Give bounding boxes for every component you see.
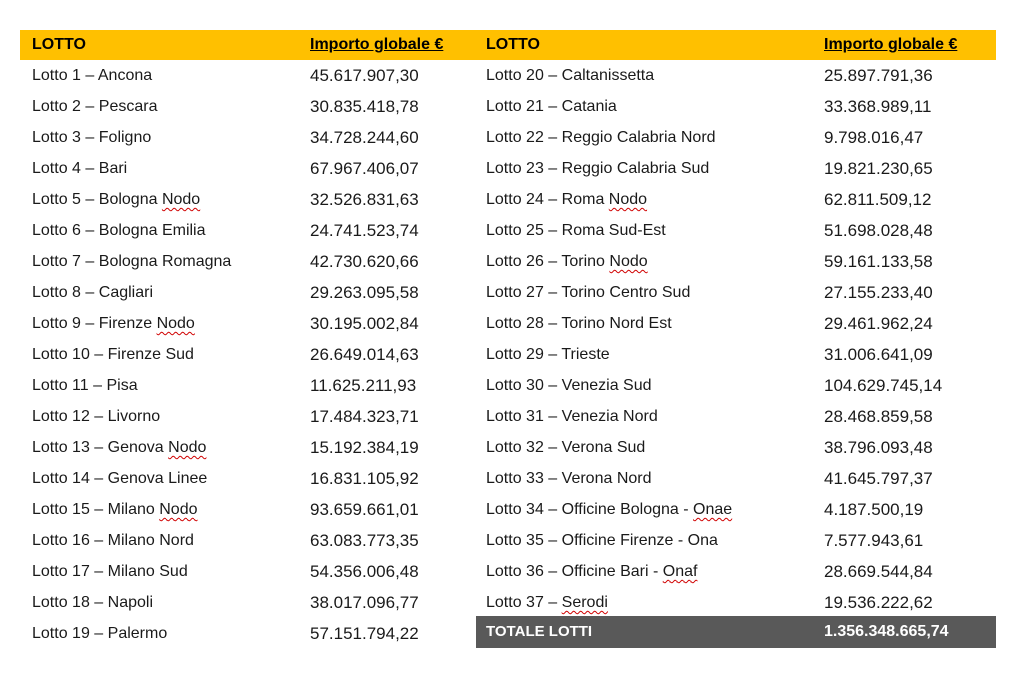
lotto-name: Lotto 24 – Roma Nodo xyxy=(486,191,648,208)
lotto-amount: 17.484.323,71 xyxy=(310,407,419,426)
lotto-name: Lotto 3 – Foligno xyxy=(32,129,152,146)
table-row xyxy=(474,463,974,494)
total-amount: 1.356.348.665,74 xyxy=(824,623,949,640)
lotto-amount: 4.187.500,19 xyxy=(824,500,924,519)
table-row xyxy=(474,215,974,246)
table-row xyxy=(20,618,520,649)
table-row xyxy=(474,556,974,587)
lotto-name: Lotto 19 – Palermo xyxy=(32,625,168,642)
table-row xyxy=(20,308,520,339)
lotto-name: Lotto 1 – Ancona xyxy=(32,67,153,84)
lotto-name: Lotto 28 – Torino Nord Est xyxy=(486,315,672,332)
lotto-name: Lotto 31 – Venezia Nord xyxy=(486,408,658,425)
lotto-amount: 57.151.794,22 xyxy=(310,624,419,643)
lotto-amount: 15.192.384,19 xyxy=(310,438,419,457)
table-row xyxy=(474,432,974,463)
lotto-amount: 67.967.406,07 xyxy=(310,159,419,178)
lotto-amount: 104.629.745,14 xyxy=(824,376,943,395)
table-row xyxy=(474,91,974,122)
header-importo: Importo globale € xyxy=(310,36,444,53)
lotto-name: Lotto 5 – Bologna Nodo xyxy=(32,191,201,208)
lotto-name: Lotto 7 – Bologna Romagna xyxy=(32,253,232,270)
lotto-amount: 41.645.797,37 xyxy=(824,469,933,488)
lotto-amount: 51.698.028,48 xyxy=(824,221,933,240)
lotto-amount: 9.798.016,47 xyxy=(824,128,924,147)
lotto-name: Lotto 15 – Milano Nodo xyxy=(32,501,198,518)
lotto-name: Lotto 26 – Torino Nodo xyxy=(486,253,648,270)
lotto-amount: 16.831.105,92 xyxy=(310,469,419,488)
lotto-amount: 30.195.002,84 xyxy=(310,314,419,333)
lotto-name: Lotto 34 – Officine Bologna - Onae xyxy=(486,501,733,518)
lotto-amount: 24.741.523,74 xyxy=(310,221,419,240)
table-row xyxy=(474,246,974,277)
table-row xyxy=(20,339,520,370)
lotto-amount: 7.577.943,61 xyxy=(824,531,924,550)
table-row xyxy=(474,122,974,153)
lotto-amount: 54.356.006,48 xyxy=(310,562,419,581)
table-row xyxy=(20,246,520,277)
table-row xyxy=(20,587,520,618)
total-row xyxy=(476,616,996,648)
lotto-amount: 42.730.620,66 xyxy=(310,252,419,271)
table-row xyxy=(20,370,520,401)
header-importo: Importo globale € xyxy=(824,36,958,53)
header-lotto: LOTTO xyxy=(486,36,540,53)
table-row xyxy=(20,556,520,587)
table-row xyxy=(474,308,974,339)
lotto-name: Lotto 12 – Livorno xyxy=(32,408,161,425)
table-row xyxy=(20,91,520,122)
lotto-amount: 31.006.641,09 xyxy=(824,345,933,364)
table-row xyxy=(474,587,974,618)
table-row xyxy=(474,339,974,370)
lotto-amount: 19.821.230,65 xyxy=(824,159,933,178)
lotto-name: Lotto 11 – Pisa xyxy=(32,377,138,394)
lotto-amount: 11.625.211,93 xyxy=(310,376,417,395)
table-row xyxy=(20,494,520,525)
table-row xyxy=(474,277,974,308)
lotto-amount: 30.835.418,78 xyxy=(310,97,419,116)
table-row xyxy=(474,60,974,91)
lotto-name: Lotto 8 – Cagliari xyxy=(32,284,154,301)
lotto-name: Lotto 32 – Verona Sud xyxy=(486,439,646,456)
table-row xyxy=(20,215,520,246)
table-row xyxy=(474,494,974,525)
header-lotto: LOTTO xyxy=(32,36,86,53)
table-row xyxy=(20,432,520,463)
lotto-name: Lotto 35 – Officine Firenze - Ona xyxy=(486,532,718,549)
lotto-name: Lotto 22 – Reggio Calabria Nord xyxy=(486,129,716,146)
lotto-name: Lotto 4 – Bari xyxy=(32,160,128,177)
lotto-name: Lotto 14 – Genova Linee xyxy=(32,470,208,487)
lotto-name: Lotto 27 – Torino Centro Sud xyxy=(486,284,691,301)
table-row xyxy=(20,401,520,432)
lotto-amount: 34.728.244,60 xyxy=(310,128,419,147)
table-row xyxy=(474,525,974,556)
lotto-amount: 26.649.014,63 xyxy=(310,345,419,364)
lotto-name: Lotto 16 – Milano Nord xyxy=(32,532,194,549)
lotto-amount: 59.161.133,58 xyxy=(824,252,933,271)
lotto-name: Lotto 23 – Reggio Calabria Sud xyxy=(486,160,710,177)
table-row xyxy=(20,122,520,153)
table-header-right xyxy=(476,30,996,60)
lotto-amount: 33.368.989,11 xyxy=(824,97,932,116)
lotto-amount: 19.536.222,62 xyxy=(824,593,933,612)
lotto-amount: 62.811.509,12 xyxy=(824,190,932,209)
lotto-amount: 25.897.791,36 xyxy=(824,66,933,85)
lotto-amount: 29.263.095,58 xyxy=(310,283,419,302)
table-row xyxy=(474,401,974,432)
lotto-name: Lotto 33 – Verona Nord xyxy=(486,470,652,487)
lotto-amount: 63.083.773,35 xyxy=(310,531,419,550)
lotto-name: Lotto 2 – Pescara xyxy=(32,98,158,115)
lotto-amount: 93.659.661,01 xyxy=(310,500,419,519)
lotto-amount: 38.796.093,48 xyxy=(824,438,933,457)
lotto-name: Lotto 25 – Roma Sud-Est xyxy=(486,222,666,239)
lotto-name: Lotto 17 – Milano Sud xyxy=(32,563,188,580)
table-row xyxy=(474,370,974,401)
table-row xyxy=(20,525,520,556)
table-row xyxy=(20,463,520,494)
lotto-amount: 28.468.859,58 xyxy=(824,407,933,426)
lotto-name: Lotto 6 – Bologna Emilia xyxy=(32,222,206,239)
lotto-amount: 45.617.907,30 xyxy=(310,66,419,85)
table-row xyxy=(474,153,974,184)
lotto-amount: 29.461.962,24 xyxy=(824,314,933,333)
lotto-name: Lotto 30 – Venezia Sud xyxy=(486,377,652,394)
lotto-name: Lotto 20 – Caltanissetta xyxy=(486,67,655,84)
lotto-name: Lotto 10 – Firenze Sud xyxy=(32,346,194,363)
table-header-left xyxy=(20,30,476,60)
table-row xyxy=(20,153,520,184)
table-row xyxy=(20,184,520,215)
table-row xyxy=(20,60,520,91)
lotto-amount: 28.669.544,84 xyxy=(824,562,933,581)
total-label: TOTALE LOTTI xyxy=(486,623,593,640)
lotto-amount: 32.526.831,63 xyxy=(310,190,419,209)
lotto-name: Lotto 37 – Serodi xyxy=(486,594,608,611)
table-row xyxy=(20,277,520,308)
table-row xyxy=(474,184,974,215)
lotto-name: Lotto 13 – Genova Nodo xyxy=(32,439,207,456)
lotto-name: Lotto 18 – Napoli xyxy=(32,594,154,611)
lotto-name: Lotto 9 – Firenze Nodo xyxy=(32,315,195,332)
lotto-name: Lotto 21 – Catania xyxy=(486,98,617,115)
lotto-amount: 27.155.233,40 xyxy=(824,283,933,302)
lotto-amount: 38.017.096,77 xyxy=(310,593,419,612)
lotto-name: Lotto 29 – Trieste xyxy=(486,346,610,363)
lotto-name: Lotto 36 – Officine Bari - Onaf xyxy=(486,563,698,580)
